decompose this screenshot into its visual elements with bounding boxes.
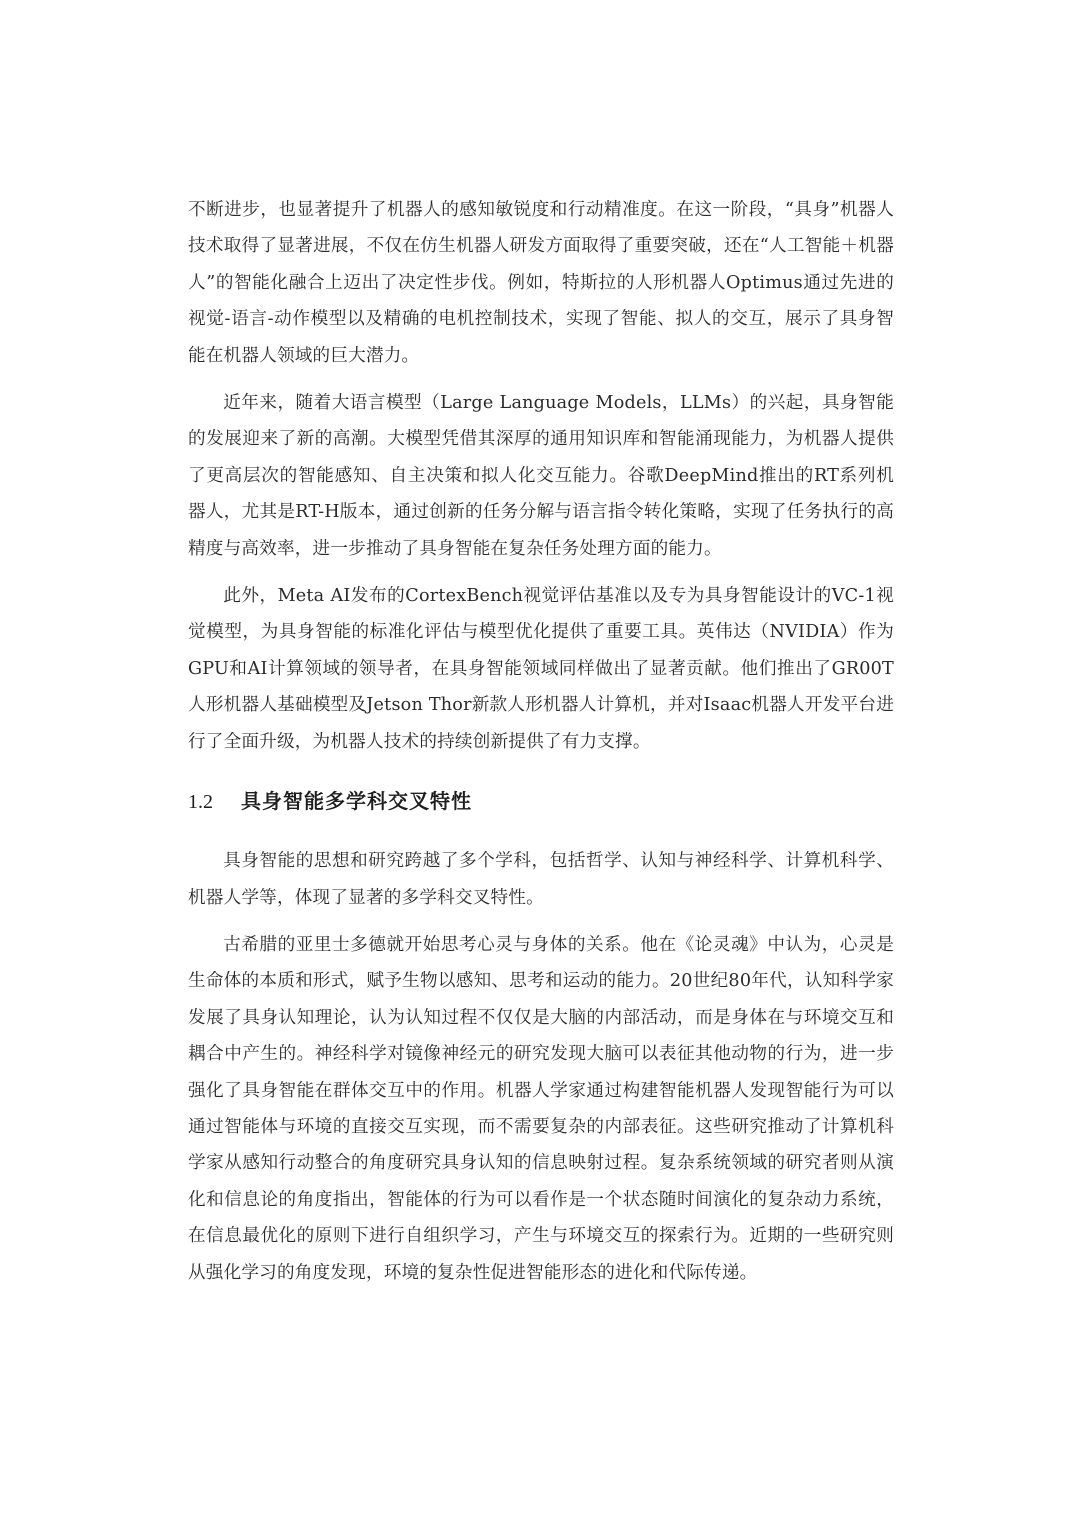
section-heading — [188, 784, 894, 819]
page-content — [188, 192, 894, 1302]
paragraph-continuation: 不断进步，也显著提升了机器人的感知敏锐度和行动精准度。在这一阶段，“具身”机器人技术取得了显著进展，不仅在仿生机器人研发方面取得了重要突破，还在“人工智能＋机器人”的智能化融合上迈出了决定性步伐。例如，特斯拉的人形机器人Optimus通过先进的视觉-语言-动作模型以及精确的电机控制技术，实现了智能、拟人的交互，展示了具身智能在机器人领域的巨大潜力。 — [188, 200, 894, 366]
section-title: 具身智能多学科交叉特性 — [241, 789, 472, 814]
paragraph-meta-nvidia: 此外，Meta AI发布的CortexBench视觉评估基准以及专为具身智能设计的VC-1视觉模型，为具身智能的标准化评估与模型优化提供了重要工具。英伟达（NVIDIA）作为GPU和AI计算领域的领导者，在具身智能领域同样做出了显著贡献。他们推出了GR00T人形机器人基础模型及Jetson Thor新款人形机器人计算机，并对Isaac机器人开发平台进行了全面升级，为机器人技术的持续创新提供了有力支撑。 — [188, 586, 894, 752]
paragraph-history: 古希腊的亚里士多德就开始思考心灵与身体的关系。他在《论灵魂》中认为，心灵是生命体的本质和形式，赋予生物以感知、思考和运动的能力。20世纪80年代，认知科学家发展了具身认知理论，认为认知过程不仅仅是大脑的内部活动，而是身体在与环境交互和耦合中产生的。神经科学对镜像神经元的研究发现大脑可以表征其他动物的行为，进一步强化了具身智能在群体交互中的作用。机器人学家通过构建智能机器人发现智能行为可以通过智能体与环境的直接交互实现，而不需要复杂的内部表征。这些研究推动了计算机科学家从感知行动整合的角度研究具身认知的信息映射过程。复杂系统领域的研究者则从演化和信息论的角度指出，智能体的行为可以看作是一个状态随时间演化的复杂动力系统，在信息最优化的原则下进行自组织学习，产生与环境交互的探索行为。近期的一些研究则从强化学习的角度发现，环境的复杂性促进智能形态的进化和代际传递。 — [188, 934, 894, 1283]
section-number: 1.2 — [188, 791, 213, 814]
paragraph-llm: 近年来，随着大语言模型（Large Language Models，LLMs）的兴起，具身智能的发展迎来了新的高潮。大模型凭借其深厚的通用知识库和智能涌现能力，为机器人提供了更高层次的智能感知、自主决策和拟人化交互能力。谷歌DeepMind推出的RT系列机器人，尤其是RT-H版本，通过创新的任务分解与语言指令转化策略，实现了任务执行的高精度与高效率，进一步推动了具身智能在复杂任务处理方面的能力。 — [188, 393, 894, 559]
paragraph-multidisciplinary: 具身智能的思想和研究跨越了多个学科，包括哲学、认知与神经科学、计算机科学、机器人学等，体现了显著的多学科交叉特性。 — [188, 851, 894, 908]
